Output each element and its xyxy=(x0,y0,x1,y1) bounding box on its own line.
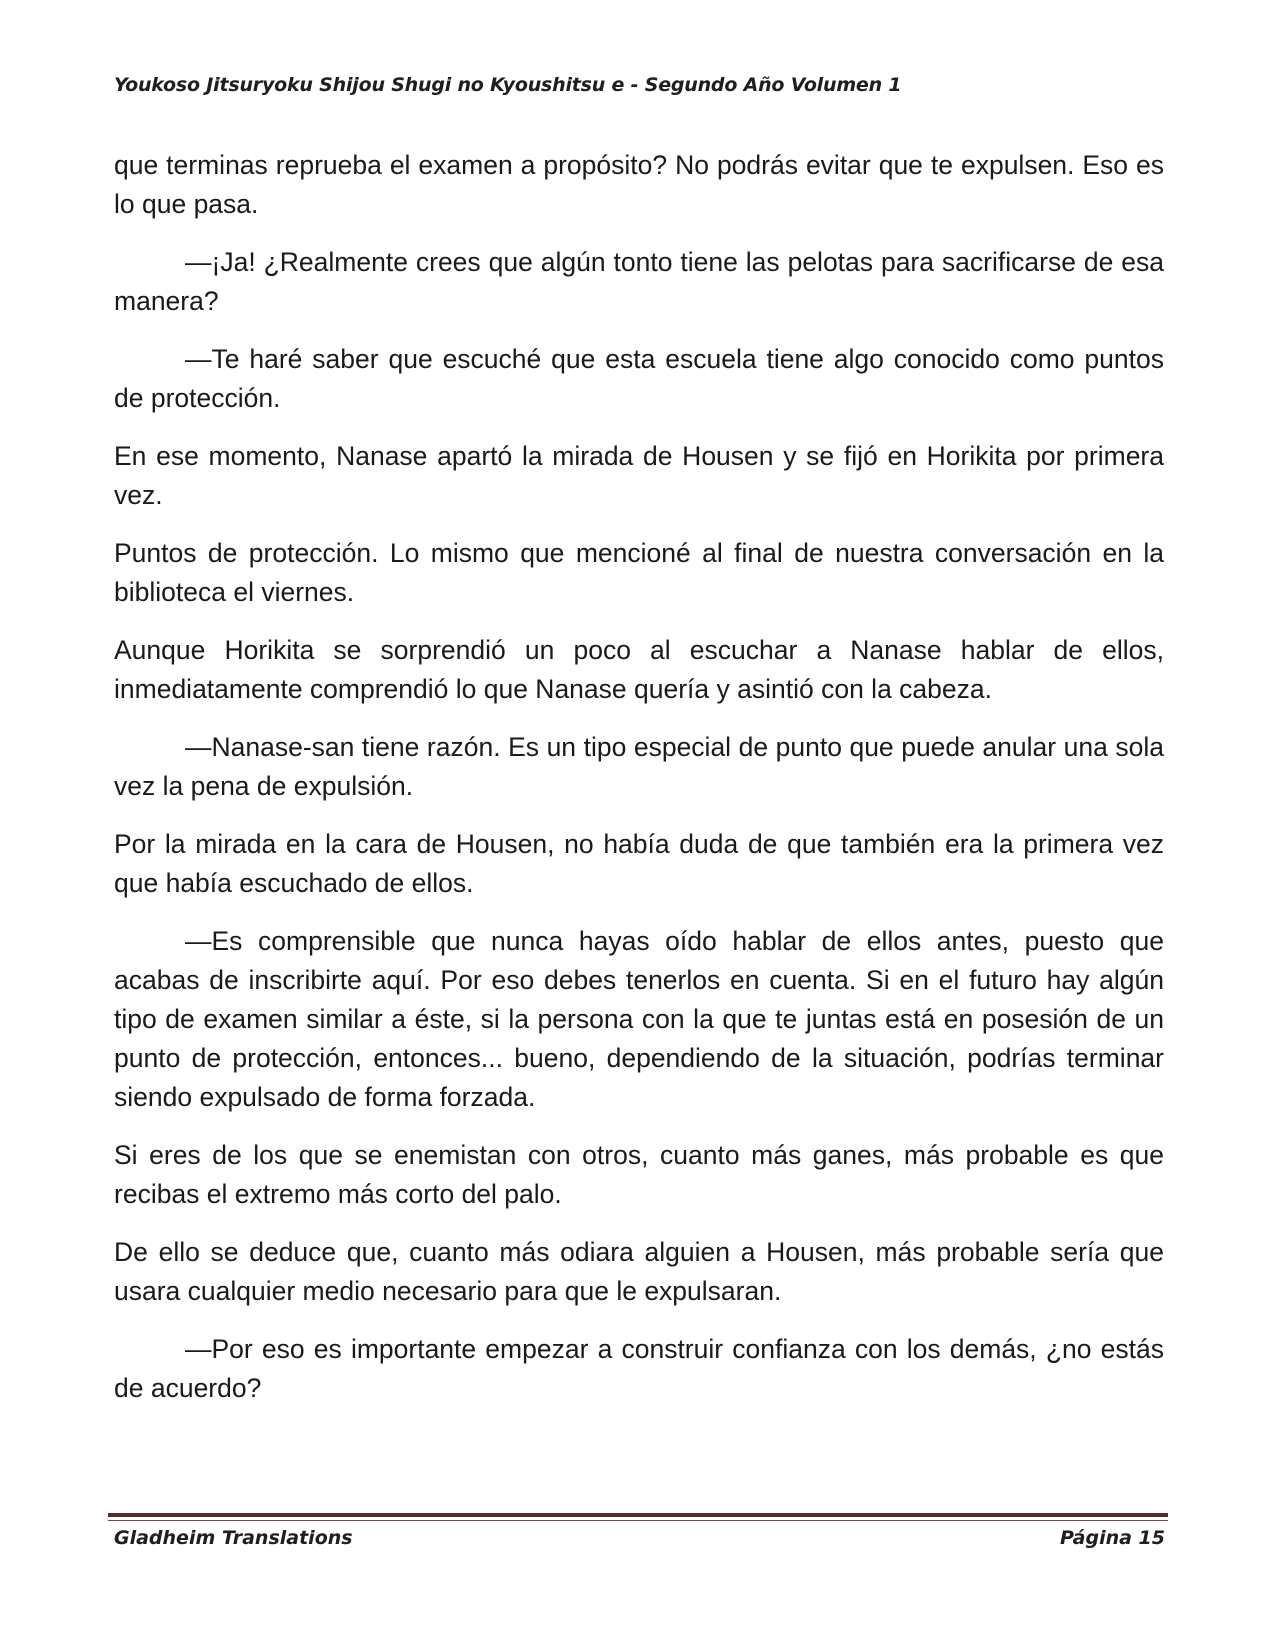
paragraph: En ese momento, Nanase apartó la mirada de Housen y se fijó en Horikita por primera vez. xyxy=(114,441,1164,510)
footer-translator: Gladheim Translations xyxy=(114,1527,353,1549)
paragraph: Por la mirada en la cara de Housen, no había duda de que también era la primera vez que había escuchado de ellos. xyxy=(114,829,1164,898)
paragraph: Si eres de los que se enemistan con otros, cuanto más ganes, más probable es que recibas el extremo más corto del palo. xyxy=(114,1140,1164,1209)
paragraph: Puntos de protección. Lo mismo que mencioné al final de nuestra conversación en la biblioteca el viernes. xyxy=(114,538,1164,607)
footer-page-number: Página 15 xyxy=(1059,1527,1165,1549)
paragraph: —Te haré saber que escuché que esta escuela tiene algo conocido como puntos de protección. xyxy=(114,344,1164,413)
paragraph: Aunque Horikita se sorprendió un poco al escuchar a Nanase hablar de ellos, inmediatamente comprendió lo que Nanase quería y asintió con la cabeza. xyxy=(114,635,1164,704)
footer-divider-thin xyxy=(108,1520,1168,1521)
page-header-title: Youkoso Jitsuryoku Shijou Shugi no Kyoushitsu e - Segundo Año Volumen 1 xyxy=(114,74,902,96)
body-text xyxy=(114,146,1164,1427)
paragraph: que terminas reprueba el examen a propósito? No podrás evitar que te expulsen. Eso es lo que pasa. xyxy=(114,150,1164,219)
paragraph: De ello se deduce que, cuanto más odiara alguien a Housen, más probable sería que usara cualquier medio necesario para que le expulsaran. xyxy=(114,1237,1164,1306)
footer-divider xyxy=(108,1513,1168,1517)
paragraph: —Por eso es importante empezar a construir confianza con los demás, ¿no estás de acuerdo? xyxy=(114,1334,1164,1403)
paragraph: —Es comprensible que nunca hayas oído hablar de ellos antes, puesto que acabas de inscribirte aquí. Por eso debes tenerlos en cuenta. Si en el futuro hay algún tipo de examen similar a éste, si la persona con la que te juntas está en posesión de un punto de protección, entonces... bueno, dependiendo de la situación, podrías terminar siendo expulsado de forma forzada. xyxy=(114,926,1164,1112)
paragraph: —¡Ja! ¿Realmente crees que algún tonto tiene las pelotas para sacrificarse de esa manera? xyxy=(114,247,1164,316)
paragraph: —Nanase-san tiene razón. Es un tipo especial de punto que puede anular una sola vez la pena de expulsión. xyxy=(114,732,1164,801)
